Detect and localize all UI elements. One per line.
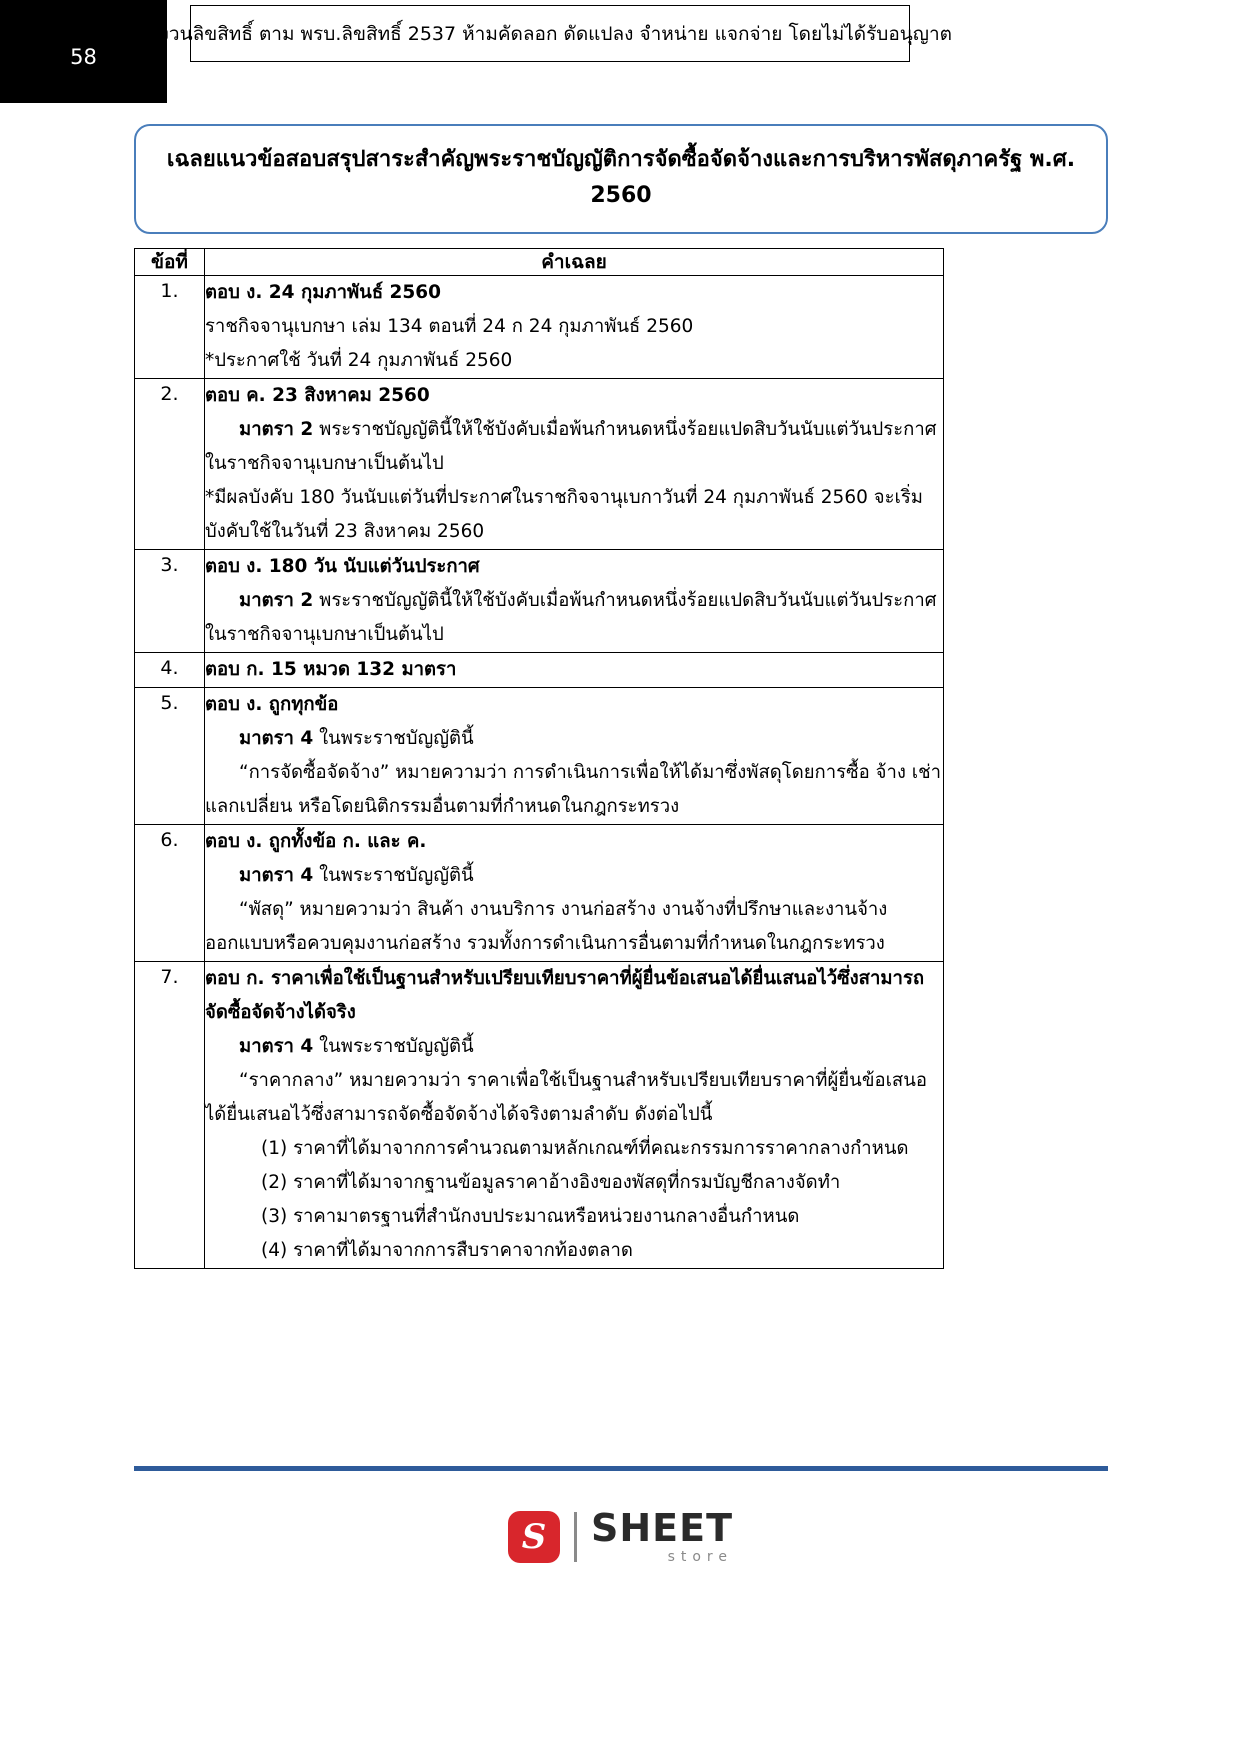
answer-line-lead: มาตรา 4 bbox=[239, 865, 314, 886]
answer-line: “ราคากลาง” หมายความว่า ราคาเพื่อใช้เป็นฐานสำหรับเปรียบเทียบราคาที่ผู้ยื่นข้อเสนอได้ยื่นเสนอไว้ซึ่งสามารถจัดซื้อจัดจ้างได้จริงตามลำดับ ดังต่อไปนี้ bbox=[205, 1070, 927, 1125]
answer-line bbox=[205, 584, 943, 652]
answer-line-lead: มาตรา 4 bbox=[239, 1036, 314, 1057]
logo-subtitle: store bbox=[667, 1549, 733, 1565]
row-answer bbox=[205, 688, 944, 825]
row-number: 4. bbox=[135, 653, 205, 688]
answer-line-lead: มาตรา 2 bbox=[239, 590, 314, 611]
answer-line: “การจัดซื้อจัดจ้าง” หมายความว่า การดำเนินการเพื่อให้ได้มาซึ่งพัสดุโดยการซื้อ จ้าง เช่าแลกเปลี่ยน หรือโดยนิติกรรมอื่นตามที่กำหนดในกฎกระทรวง bbox=[205, 762, 942, 817]
answer-line: ตอบ ค. 23 สิงหาคม 2560 bbox=[205, 385, 430, 406]
answer-line-rest: ในพระราชบัญญัตินี้ bbox=[313, 865, 474, 886]
row-number: 6. bbox=[135, 825, 205, 962]
row-answer bbox=[205, 276, 944, 379]
row-answer bbox=[205, 379, 944, 550]
document-title-box bbox=[134, 124, 1108, 234]
answer-line bbox=[205, 1030, 943, 1064]
copyright-notice-text: สงวนลิขสิทธิ์ ตาม พรบ.ลิขสิทธิ์ 2537 ห้ามคัดลอก ดัดแปลง จำหน่าย แจกจ่าย โดยไม่ได้รับอนุญาต bbox=[148, 22, 952, 45]
page-title: เฉลยแนวข้อสอบสรุปสาระสำคัญพระราชบัญญัติการจัดซื้อจัดจ้างและการบริหารพัสดุภาครัฐ พ.ศ. 2560 bbox=[166, 147, 1076, 208]
table-row bbox=[135, 276, 944, 379]
answer-line: *มีผลบังคับ 180 วันนับแต่วันที่ประกาศในราชกิจจานุเบกาวันที่ 24 กุมภาพันธ์ 2560 จะเริ่มบังคับใช้ในวันที่ 23 สิงหาคม 2560 bbox=[205, 487, 923, 542]
column-header-answer: คำเฉลย bbox=[205, 249, 944, 276]
row-number: 5. bbox=[135, 688, 205, 825]
row-answer bbox=[205, 550, 944, 653]
answer-line bbox=[205, 859, 943, 893]
footer-divider bbox=[134, 1466, 1108, 1471]
answer-line: ตอบ ง. 24 กุมภาพันธ์ 2560 bbox=[205, 282, 442, 303]
logo-name: SHEET bbox=[590, 1506, 733, 1550]
column-header-number: ข้อที่ bbox=[135, 249, 205, 276]
logo-divider bbox=[574, 1512, 577, 1562]
copyright-notice-box bbox=[148, 5, 952, 62]
answer-line: “พัสดุ” หมายความว่า สินค้า งานบริการ งานก่อสร้าง งานจ้างที่ปรึกษาและงานจ้างออกแบบหรือควบคุมงานก่อสร้าง รวมทั้งการดำเนินการอื่นตามที่กำหนดในกฎกระทรวง bbox=[205, 899, 888, 954]
answer-line-lead: มาตรา 2 bbox=[239, 419, 314, 440]
table-row bbox=[135, 688, 944, 825]
answer-line: (4) ราคาที่ได้มาจากการสืบราคาจากท้องตลาด bbox=[261, 1240, 633, 1261]
answer-line: (3) ราคามาตรฐานที่สำนักงบประมาณหรือหน่วยงานกลางอื่นกำหนด bbox=[261, 1206, 800, 1227]
table-row bbox=[135, 653, 944, 688]
answer-line: ตอบ ง. 180 วัน นับแต่วันประกาศ bbox=[205, 556, 480, 577]
answer-line: ตอบ ก. 15 หมวด 132 มาตรา bbox=[205, 659, 457, 680]
table-row bbox=[135, 379, 944, 550]
table-row bbox=[135, 962, 944, 1269]
logo-mark-icon: S bbox=[508, 1511, 560, 1563]
answer-line: *ประกาศใช้ วันที่ 24 กุมภาพันธ์ 2560 bbox=[205, 350, 513, 371]
row-number: 1. bbox=[135, 276, 205, 379]
answer-line bbox=[205, 413, 943, 481]
answer-key-table bbox=[134, 248, 944, 1269]
table-row bbox=[135, 825, 944, 962]
answer-rows bbox=[135, 276, 944, 1269]
row-answer bbox=[205, 825, 944, 962]
answer-line: ตอบ ก. ราคาเพื่อใช้เป็นฐานสำหรับเปรียบเทียบราคาที่ผู้ยื่นข้อเสนอได้ยื่นเสนอไว้ซึ่งสามารถจัดซื้อจัดจ้างได้จริง bbox=[205, 968, 925, 1023]
answer-line-rest: ในพระราชบัญญัตินี้ bbox=[313, 1036, 474, 1057]
page-header bbox=[0, 0, 1241, 105]
row-number: 3. bbox=[135, 550, 205, 653]
row-answer bbox=[205, 653, 944, 688]
table-header-row bbox=[135, 249, 944, 276]
answer-line: (1) ราคาที่ได้มาจากการคำนวณตามหลักเกณฑ์ที่คณะกรรมการราคากลางกำหนด bbox=[261, 1138, 909, 1159]
answer-line: ราชกิจจานุเบกษา เล่ม 134 ตอนที่ 24 ก 24 กุมภาพันธ์ 2560 bbox=[205, 316, 694, 337]
page-number: 58 bbox=[70, 45, 97, 69]
row-number: 7. bbox=[135, 962, 205, 1269]
answer-line: ตอบ ง. ถูกทั้งข้อ ก. และ ค. bbox=[205, 831, 427, 852]
answer-line-rest: พระราชบัญญัตินี้ให้ใช้บังคับเมื่อพ้นกำหนดหนึ่งร้อยแปดสิบวันนับแต่วันประกาศในราชกิจจานุเบกษาเป็นต้นไป bbox=[205, 590, 937, 645]
answer-line-lead: มาตรา 4 bbox=[239, 728, 314, 749]
footer-logo bbox=[0, 1492, 1241, 1582]
answer-line: ตอบ ง. ถูกทุกข้อ bbox=[205, 694, 339, 715]
answer-line-rest: พระราชบัญญัตินี้ให้ใช้บังคับเมื่อพ้นกำหนดหนึ่งร้อยแปดสิบวันนับแต่วันประกาศในราชกิจจานุเบกษาเป็นต้นไป bbox=[205, 419, 937, 474]
answer-line bbox=[205, 722, 943, 756]
answer-line-rest: ในพระราชบัญญัตินี้ bbox=[313, 728, 474, 749]
row-number: 2. bbox=[135, 379, 205, 550]
logo-wordmark bbox=[591, 1508, 733, 1566]
answer-line: (2) ราคาที่ได้มาจากฐานข้อมูลราคาอ้างอิงของพัสดุที่กรมบัญชีกลางจัดทำ bbox=[261, 1172, 841, 1193]
row-answer bbox=[205, 962, 944, 1269]
table-row bbox=[135, 550, 944, 653]
